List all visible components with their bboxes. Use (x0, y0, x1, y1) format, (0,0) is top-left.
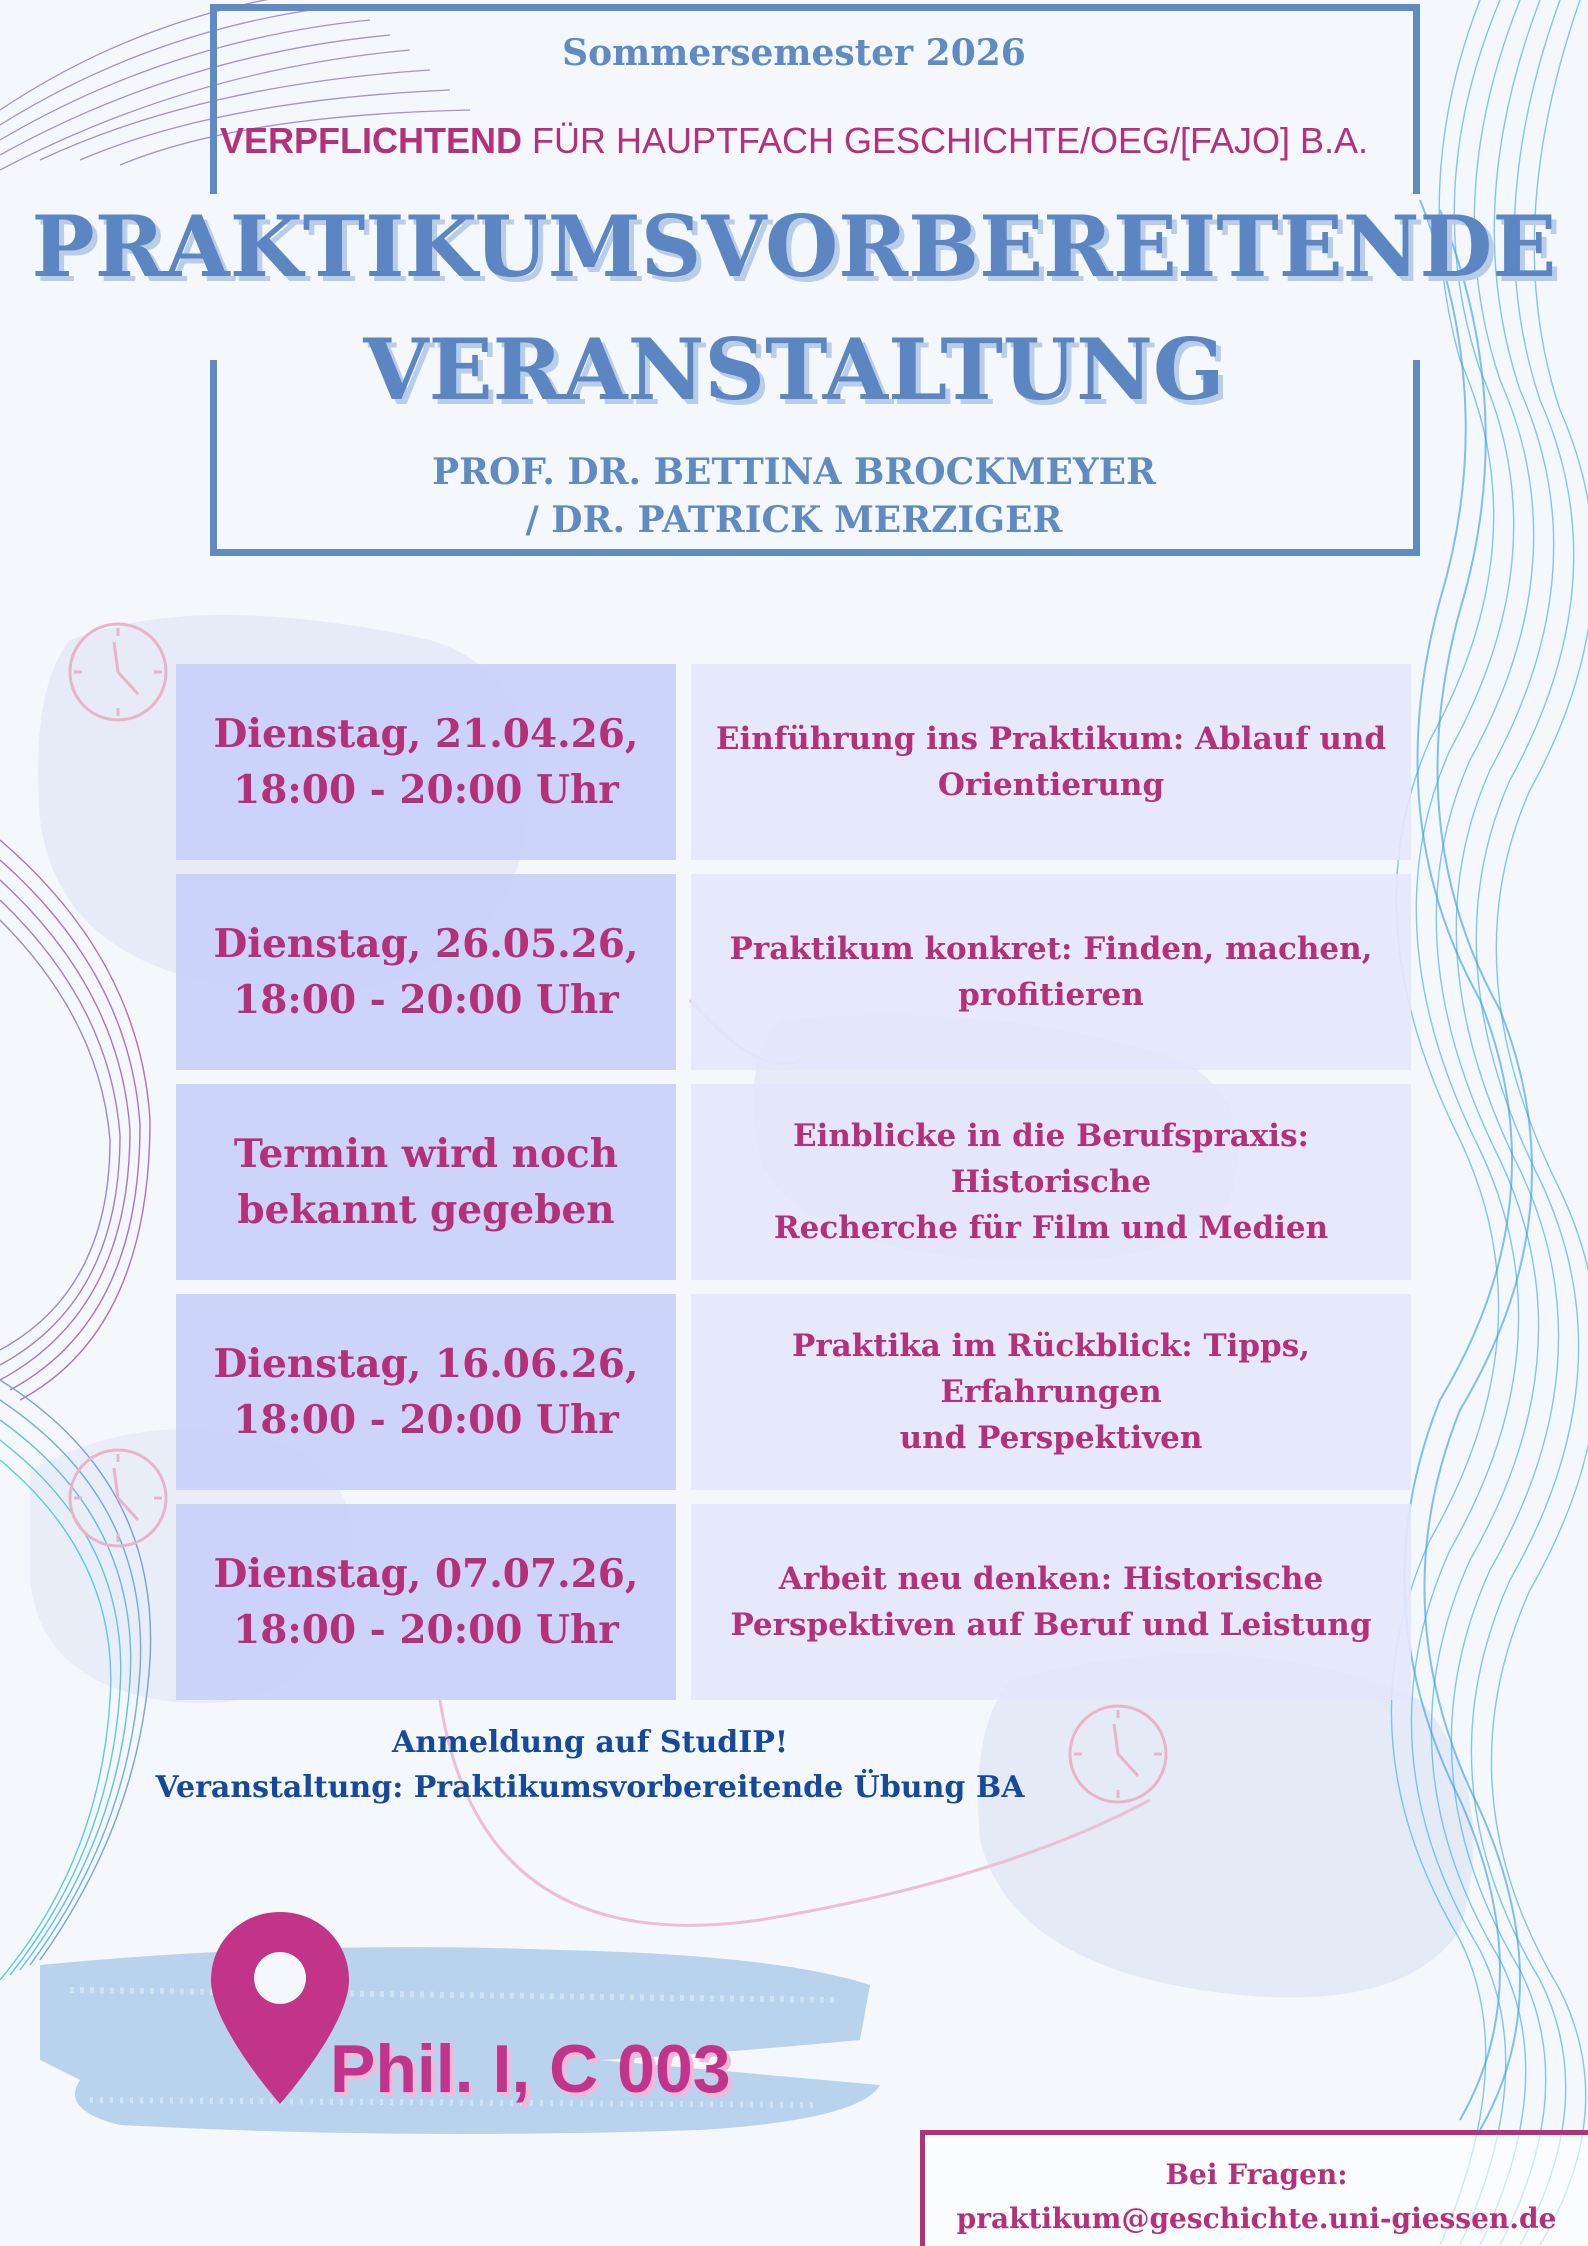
topic-line2: Perspektiven auf Beruf und Leistung (730, 1607, 1372, 1643)
page-title-line1: PRAKTIKUMSVORBEREITENDE (31, 197, 1557, 296)
topic-line2: profitieren (958, 977, 1144, 1013)
location-room: Phil. I, C 003 (330, 2031, 731, 2107)
date-line2: 18:00 - 20:00 Uhr (233, 1607, 619, 1653)
semester-label: Sommersemester 2026 (562, 32, 1026, 74)
topic-line2: Recherche für Film und Medien (773, 1210, 1329, 1246)
clock-icon (66, 620, 170, 724)
date-line2: bekannt gegeben (237, 1187, 615, 1233)
authors-line1: PROF. DR. BETTINA BROCKMEYER (432, 451, 1156, 493)
date-line1: Dienstag, 16.06.26, (213, 1341, 639, 1387)
registration-note: Anmeldung auf StudIP! (391, 1725, 788, 1760)
mandatory-strong: VERPFLICHTEND (219, 120, 522, 161)
date-line1: Termin wird noch (233, 1131, 619, 1177)
schedule-topic-cell (691, 1504, 1411, 1700)
topic-line1: Einblicke in die Berufspraxis: Historische (793, 1118, 1309, 1200)
authors-line2: / DR. PATRICK MERZIGER (525, 499, 1063, 541)
topic-line1: Arbeit neu denken: Historische (778, 1561, 1324, 1597)
topic-line2: Orientierung (937, 767, 1165, 803)
contact-email[interactable]: praktikum@geschichte.uni-giessen.de (956, 2202, 1557, 2235)
topic-line1: Praktikum konkret: Finden, machen, (729, 931, 1373, 967)
date-line1: Dienstag, 26.05.26, (213, 921, 639, 967)
mandatory-rest: FÜR HAUPTFACH GESCHICHTE/OEG/[FAJO] B.A. (521, 120, 1369, 161)
topic-line1: Einführung ins Praktikum: Ablauf und (715, 721, 1387, 757)
date-line2: 18:00 - 20:00 Uhr (233, 1397, 619, 1443)
schedule-date-cell (176, 874, 676, 1070)
date-line2: 18:00 - 20:00 Uhr (233, 767, 619, 813)
schedule-topic-cell (691, 1084, 1411, 1280)
date-line1: Dienstag, 21.04.26, (213, 711, 639, 757)
schedule-topic-cell (691, 1294, 1411, 1490)
authors (0, 448, 1588, 544)
date-line1: Dienstag, 07.07.26, (213, 1551, 639, 1597)
schedule-topic-cell (691, 874, 1411, 1070)
schedule-date-cell (176, 1084, 676, 1280)
schedule-date-cell (176, 1294, 676, 1490)
clock-icon (66, 1446, 170, 1550)
date-line2: 18:00 - 20:00 Uhr (233, 977, 619, 1023)
contact-box (920, 2130, 1588, 2246)
topic-line1: Praktika im Rückblick: Tipps, Erfahrungen (792, 1328, 1310, 1410)
page-title-line2: VERANSTALTUNG (363, 320, 1225, 419)
mandatory-notice (0, 120, 1588, 162)
contact-label: Bei Fragen: (1165, 2158, 1348, 2191)
topic-line2: und Perspektiven (899, 1420, 1203, 1456)
schedule-topic-cell (691, 664, 1411, 860)
schedule-date-cell (176, 664, 676, 860)
registration-course: Veranstaltung: Praktikumsvorbereitende Übung BA (155, 1770, 1025, 1805)
schedule-date-cell (176, 1504, 676, 1700)
